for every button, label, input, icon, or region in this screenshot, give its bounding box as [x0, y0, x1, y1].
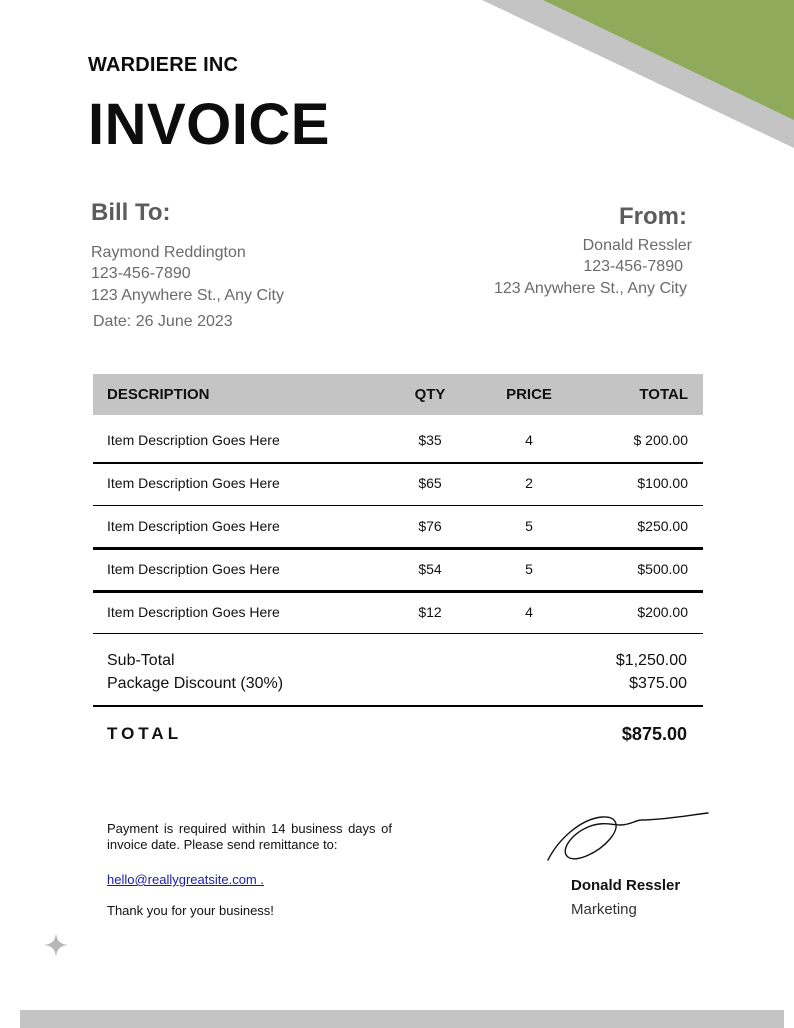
table-row [93, 419, 703, 461]
header-description: DESCRIPTION [107, 386, 210, 403]
row-price: 2 [525, 475, 533, 491]
invoice-title: INVOICE [88, 92, 330, 157]
footer-bar [20, 1010, 784, 1028]
payment-note: Payment is required within 14 business days of invoice date. Please send remittance to: [107, 821, 392, 852]
row-qty: $65 [418, 475, 442, 491]
signer-role: Marketing [571, 901, 637, 918]
row-total: $200.00 [637, 604, 688, 620]
from-heading: From: [619, 203, 687, 230]
row-description: Item Description Goes Here [107, 561, 280, 577]
discount-label: Package Discount (30%) [107, 675, 284, 692]
from-phone: 123-456-7890 [583, 258, 683, 275]
row-description: Item Description Goes Here [107, 518, 280, 534]
row-price: 4 [525, 432, 533, 448]
subtotal-value: $1,250.00 [615, 652, 687, 669]
from-name: Donald Ressler [582, 237, 692, 254]
from-address: 123 Anywhere St., Any City [494, 280, 687, 297]
bill-to-address: 123 Anywhere St., Any City [91, 287, 284, 304]
row-qty: $12 [418, 604, 442, 620]
row-total: $250.00 [637, 518, 688, 534]
company-name: WARDIERE INC [88, 54, 239, 76]
grand-total-value: $875.00 [621, 724, 687, 744]
table-row [93, 462, 703, 504]
bill-to-phone: 123-456-7890 [91, 265, 191, 282]
bill-to-heading: Bill To: [91, 199, 171, 226]
header-price: PRICE [506, 386, 552, 403]
row-total: $ 200.00 [633, 432, 688, 448]
bill-to-name: Raymond Reddington [91, 244, 246, 261]
discount-value: $375.00 [629, 675, 687, 692]
sparkle-icon [43, 932, 69, 958]
table-row [93, 591, 703, 633]
row-qty: $54 [418, 561, 442, 577]
row-price: 4 [525, 604, 533, 620]
row-total: $500.00 [637, 561, 688, 577]
signature-icon [540, 805, 715, 867]
row-price: 5 [525, 561, 533, 577]
row-qty: $76 [418, 518, 442, 534]
row-price: 5 [525, 518, 533, 534]
row-description: Item Description Goes Here [107, 475, 280, 491]
table-row [93, 548, 703, 590]
summary-divider [93, 705, 703, 707]
header-total: TOTAL [639, 386, 688, 403]
signer-name: Donald Ressler [571, 877, 681, 894]
grand-total-label: TOTAL [107, 724, 183, 743]
header-qty: QTY [414, 386, 446, 403]
row-divider [93, 633, 703, 634]
subtotal-label: Sub-Total [107, 652, 175, 669]
thanks-text: Thank you for your business! [107, 903, 274, 918]
row-qty: $35 [418, 432, 442, 448]
email-link[interactable]: hello@reallygreatsite.com . [107, 872, 264, 887]
row-description: Item Description Goes Here [107, 604, 280, 620]
table-row [93, 505, 703, 547]
row-total: $100.00 [637, 475, 688, 491]
table-header [93, 374, 703, 415]
invoice-date: Date: 26 June 2023 [93, 313, 233, 330]
row-description: Item Description Goes Here [107, 432, 280, 448]
